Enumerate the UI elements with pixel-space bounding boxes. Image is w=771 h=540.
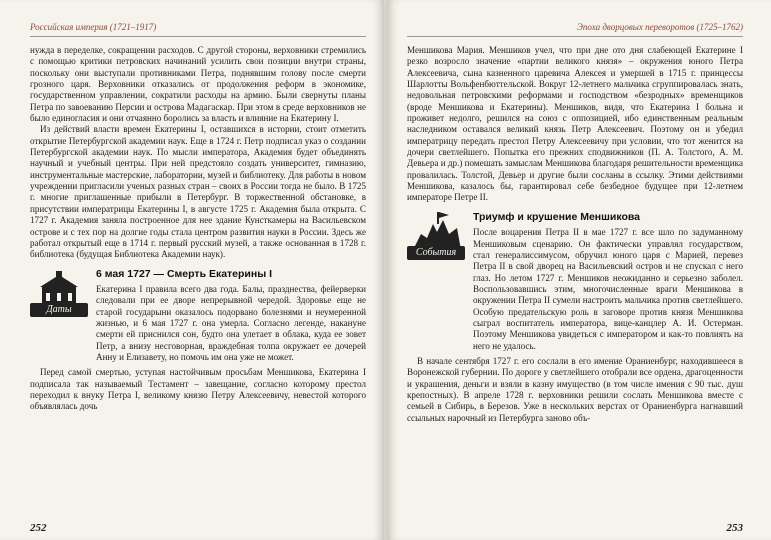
paragraph: Из действий власти времен Екатерины I, оставшихся в истории, стоит отметить открытие Петербургской академии наук. Еще в 1724 г. Петр подписал указ о создании Петербургской академии наук. По мысли императора, Академия будет объединять научный и учебный центры. При ней предстояло создать университет, гимназию, инструментальные мастерские, лаборатории, музей и библиотеку. Для работы в новом учреждении пригласили ученых разных стран – своих в России тогда не было. В 1725 г. многие приглашенные прибыли в Петербург. В торжественной обстановке, в присутствии императрицы Екатерины I, в августе 1725 г. Академия была открыта. С 1727 г. Академия заняла построенное для нее здание Кунсткамеры на Васильевском острове и с тех пор на долгие годы стала центром развития науки в России. Здесь же работал открытый еще в 1714 г. первый русский музей, а также основанная в 1728 г. библиотека (будущая Библиотека Академии наук). <box>30 124 366 260</box>
paragraph: После воцарения Петра II в мае 1727 г. все шло по задуманному Меншиковым сценарию. Он фактически управлял государством, стал генералиссимусом, обручил юного царя с Марией, перевез Петра II в свой дворец на Васильевский остров и не спускал с него глаз. Но летом 1727 г. Меншиков неожиданно и серьезно заболел. Воспользовавшись этим, многочисленные враги Меншикова в окружении Петра II сумели настроить мальчика против светлейшего. Особую предательскую роль в заговоре против князя Меншикова сыграл воспитатель императора, вице-канцлер А. И. Остерман. Поэтому Меншикова увидеться с императором и как-то повлиять на него не удалось. <box>473 227 743 351</box>
paragraph: Екатерина I правила всего два года. Балы, празднества, фейерверки следовали при ее дворе непрерывной чередой. Здоровье еще не старой государыни оказалось подорвано болезнями и неумеренной жизнью, и 6 мая 1727 г. она умерла. Согласно легенде, накануне смерти ей приснился сон, будто она улетает в облака, куда ее зовет Петр, а внизу несговорная, враждебная толпа окружает ее дочерей Анну и Елизавету, но помочь им она уже не может. <box>96 283 366 362</box>
paragraph: Перед самой смертью, уступая настойчивым просьбам Меншикова, Екатерина I подписала так называемый Тестамент – завещание, согласно которому престол переходил к внуку Петра I, великому князю Петру Алексеевичу, невестой которого объявлялась дочь <box>30 367 366 412</box>
section-dates <box>30 269 366 364</box>
paragraph: В начале сентября 1727 г. его сослали в его имение Ораниенбург, находившееся в Воронежской губернии. По дороге у светлейшего отобрали все ордена, драгоценности и украшения, деньги и взяли в казну имущество (в том числе имения с 90 тыс. душ крепостных). В апреле 1728 г. верховники решили сослать Меншикова вместе с семьей в Сибирь, в Березов. Уже в нескольких верстах от Ораниенбурга нагнавший ссыльных нарочный из Петербурга заново объ- <box>407 355 743 423</box>
page-body <box>30 45 366 413</box>
section-title: 6 мая 1727 — Смерть Екатерины I <box>96 267 273 280</box>
section-events <box>407 212 743 352</box>
page-number: 252 <box>30 522 47 534</box>
badge-label: Даты <box>30 303 88 317</box>
page-number: 253 <box>726 522 743 534</box>
running-head: Российская империя (1721–1917) <box>30 22 366 37</box>
badge-label: События <box>407 246 465 260</box>
paragraph: Меншикова Мария. Меншиков учел, что при дне ото дня слабеющей Екатерине I резко возросло значение «партии великого князя» – окружения юного Петра Алексеевича, сына казненного царевича Алексея и умершей в 1715 г. принцессы Шарлотты Вольфенбюттельской. Вокруг 12-летнего мальчика сгруппировалась знать, недовольная петровскими реформами и господством «безродных» временщиков (вроде Меншикова и Екатерины). Меншиков, видя, что Екатерина I больна и проживет недолго, решился на союз с оппозицией, ибо единственным реальным наследником оставался великий князь Петр Алексеевич. Поэтому он и убедил императрицу передать престол Петру Алексеевичу при условии, что тот женится на дочери светлейшего. Попытка его прежних сподвижников (П. А. Толстого, А. М. Девьера и др.) помешать замыслам Меншикова благодаря решительности временщика провалилась. Толстой, Девьер и другие были сосланы в ссылку. Этими действиями Меншикова, казалось бы, гарантировал себе безбедное будущее при 12-летнем императоре Петре II. <box>407 45 743 203</box>
left-page <box>0 0 384 540</box>
section-title: Триумф и крушение Меншикова <box>473 210 641 223</box>
dates-badge-icon <box>30 269 88 327</box>
page-body <box>407 45 743 424</box>
events-badge-icon <box>407 212 465 270</box>
paragraph: нужда в переделке, сокращении расходов. С другой стороны, верховники стремились с помощью критики петровских начинаний усилить свои позиции внутри страны, поскольку они выступали противниками Петра, поднявшим голову после смерти грозного царя. Верховники отказались от продолжения реформ в экономике, государственном управлении, сократили расходы на армию. Были свернуты планы Петра по завоеванию Персии и острова Мадагаскар. При этом в среде верховников не было единогласия и они отчаянно боролись за власть и влияние на Екатерину I. <box>30 45 366 124</box>
running-head: Эпоха дворцовых переворотов (1725–1762) <box>407 22 743 37</box>
right-page <box>387 0 771 540</box>
